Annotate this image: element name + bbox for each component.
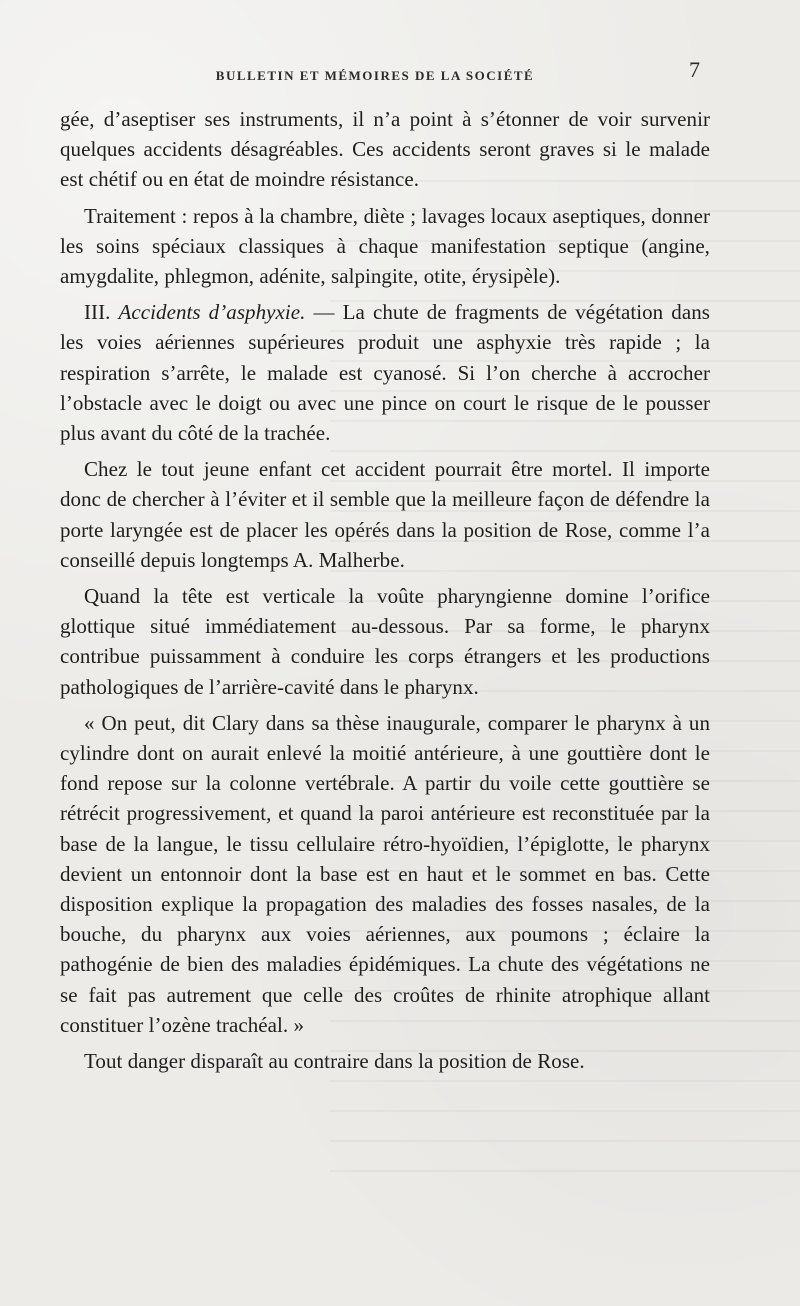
paragraph-4: Chez le tout jeune enfant cet accident pourrait être mortel. Il importe donc de chercher à l’éviter et il semble que la meilleure façon de défendre la porte laryngée est de placer les opérés dans la position de Rose, comme l’a conseillé depuis longtemps A. Malherbe.: [60, 457, 710, 572]
body-text: [60, 104, 710, 1076]
paragraph-3: [60, 297, 710, 448]
section-heading: Accidents d’asphyxie.: [118, 300, 306, 325]
paragraph-6: « On peut, dit Clary dans sa thèse inaugurale, comparer le pharynx à un cylindre dont on aurait enlevé la moitié antérieure, à une gouttière dont le fond repose sur la colonne vertébrale. A partir du voile cette gouttière se rétrécit progressivement, et quand la paroi antérieure est reconstituée par la base de la langue, le tissu cellulaire rétro-hyoïdien, l’épiglotte, le pharynx devient un entonnoir dont la base est en haut et le sommet en bas. Cette disposition explique la propagation des maladies des fosses nasales, de la bouche, du pharynx aux voies aériennes, aux poumons ; éclaire la pathogénie de bien des maladies épidémiques. La chute des végétations ne se fait pas autrement que celle des croûtes de rhinite atrophique allant constituer l’ozène trachéal. »: [60, 710, 710, 1037]
section-number: III.: [84, 300, 119, 325]
paragraph-2: Traitement : repos à la chambre, diète ; lavages locaux aseptiques, donner les soins spéciaux classiques à chaque manifestation septique (angine, amygdalite, phlegmon, adénite, salpingite, otite, érysipèle).: [60, 203, 710, 289]
page-number: 7: [689, 57, 700, 82]
paragraph-5: Quand la tête est verticale la voûte pharyngienne domine l’orifice glottique situé immédiatement au-dessous. Par sa forme, le pharynx contribue puissamment à conduire les corps étrangers et les productions pathologiques de l’arrière-cavité dans le pharynx.: [60, 584, 710, 699]
paragraph-7: Tout danger disparaît au contraire dans la position de Rose.: [84, 1049, 585, 1074]
section-text: — La chute de fragments de végétation dans les voies aériennes supérieures produit une asphyxie très rapide ; la respiration s’arrête, le malade est cyanosé. Si l’on cherche à accrocher l’obstacle avec le doigt ou avec une pince on court le risque de le pousser plus avant du côté de la trachée.: [60, 300, 710, 446]
running-head: BULLETIN ET MÉMOIRES DE LA SOCIÉTÉ: [215, 68, 535, 83]
paragraph-1: gée, d’aseptiser ses instruments, il n’a point à s’étonner de voir survenir quelques accidents désagréables. Ces accidents seront graves si le malade est chétif ou en état de moindre résistance.: [60, 107, 710, 192]
